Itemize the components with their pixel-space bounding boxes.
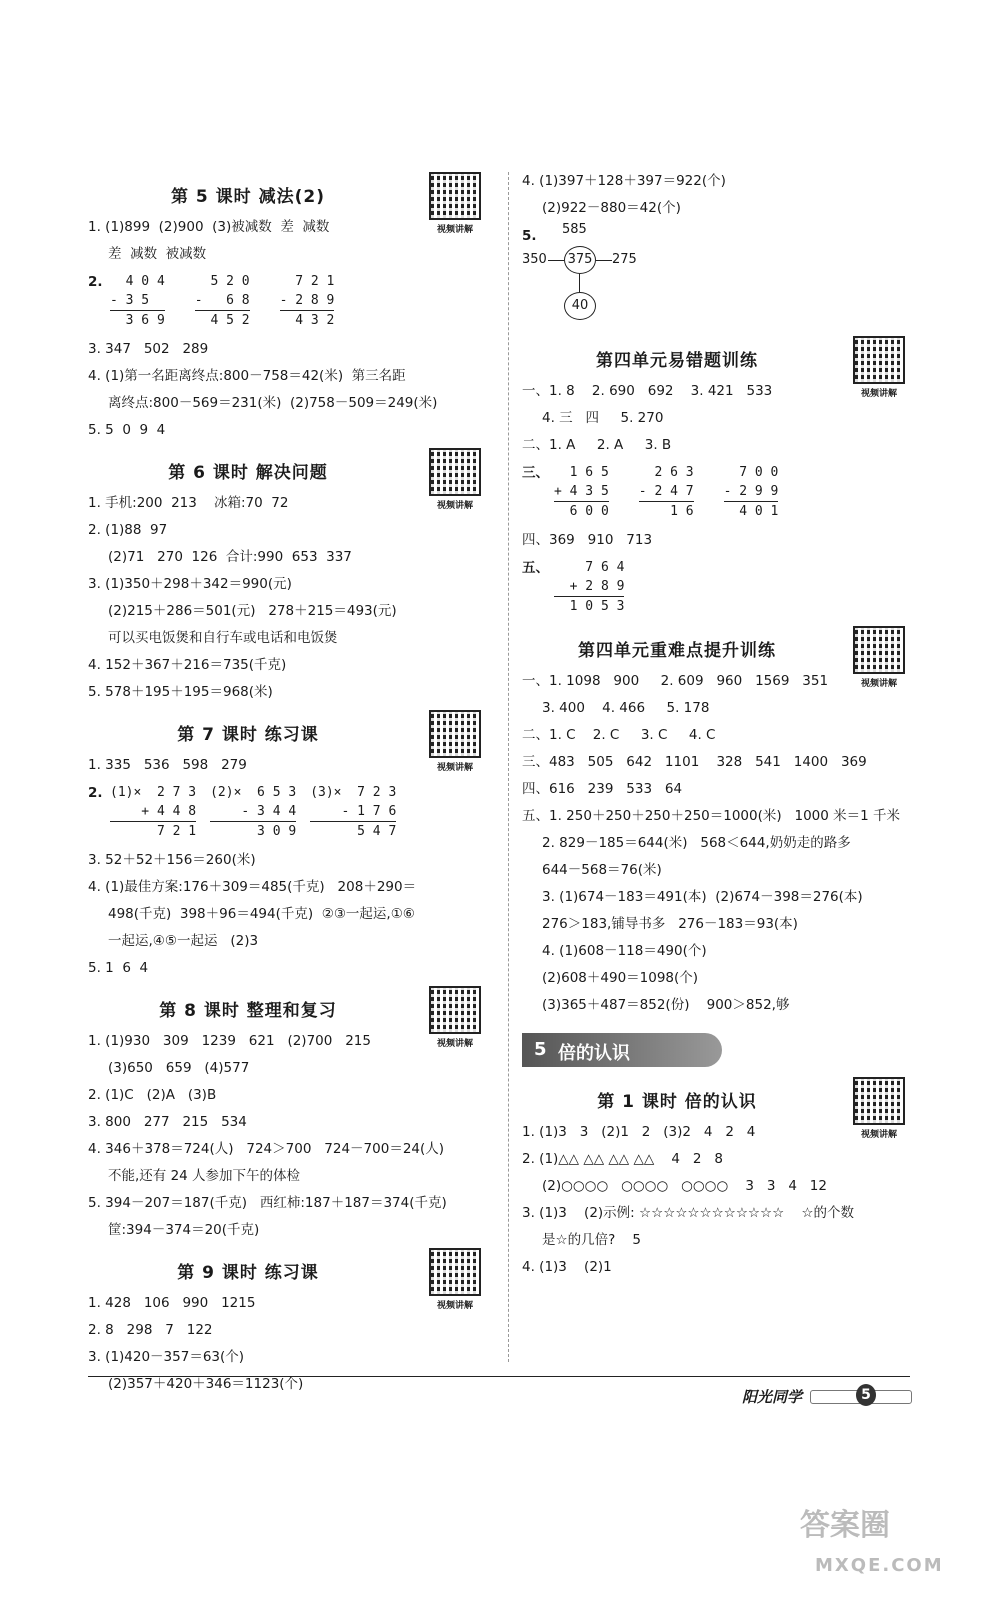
qr-code-icon: [429, 1248, 481, 1296]
answer-line: 3. (1)674－183＝491(本) (2)674－398＝276(本): [542, 889, 863, 905]
answer-line: 4. (1)3 (2)1: [522, 1259, 612, 1275]
answer-line: 644－568＝76(米): [542, 862, 662, 878]
answer-line: 1. (1)930 309 1239 621 (2)700 215: [88, 1033, 371, 1049]
footer-rule: [88, 1376, 910, 1377]
answer-line: 2. 8 298 7 122: [88, 1322, 213, 1338]
qr-code-icon: [853, 336, 905, 384]
section-title: 第 9 课时 练习课: [177, 1263, 319, 1283]
qr-code-video[interactable]: 视频讲解: [426, 710, 484, 773]
qr-code-icon: [429, 710, 481, 758]
answer-line: 1. 335 536 598 279: [88, 757, 247, 773]
diagram-number: 275: [612, 252, 637, 267]
diagram-number: 585: [562, 222, 587, 237]
answer-line: (2)357＋420＋346＝1123(个): [108, 1376, 304, 1392]
answer-line: 2. (1)88 97: [88, 522, 168, 538]
section-title: 第四单元重难点提升训练: [578, 641, 776, 661]
vertical-arithmetic: 7 6 4 + 2 8 9 1 0 5 3: [554, 560, 625, 614]
number-diagram: 5. 585 350 375 275 40: [522, 222, 922, 332]
answer-line: 一、1. 1098 900 2. 609 960 1569 351: [522, 673, 829, 689]
vertical-arithmetic: (1)× 2 7 3 + 4 4 8 7 2 1: [110, 785, 197, 839]
answer-line: 5. 1 6 4: [88, 960, 149, 976]
answer-line: 不能,还有 24 人参加下午的体检: [108, 1168, 301, 1184]
answer-line: (2)215＋286＝501(元) 278＋215＝493(元): [108, 603, 397, 619]
column-divider: [508, 172, 509, 1362]
answer-line: 498(千克) 398＋96＝494(千克) ②③一起运,①⑥: [108, 906, 415, 922]
answer-line: 是☆的几倍? 5: [542, 1232, 642, 1248]
answer-line: 2. (1)△△ △△ △△ △△ 4 2 8: [522, 1151, 723, 1167]
answer-line: 差 减数 被减数: [108, 246, 207, 262]
answer-line: 2. 829－185＝644(米) 568＜644,奶奶走的路多: [542, 835, 851, 851]
vertical-arithmetic: (2)× 6 5 3 - 3 4 4 3 0 9: [210, 785, 297, 839]
connector-line: [548, 260, 564, 261]
qr-code-video[interactable]: 视频讲解: [426, 172, 484, 235]
section-title: 第 1 课时 倍的认识: [597, 1092, 757, 1112]
answer-line: 4. (1)397＋128＋397＝922(个): [522, 173, 726, 189]
answer-line: 3. 347 502 289: [88, 341, 209, 357]
answer-line: 二、1. C 2. C 3. C 4. C: [522, 727, 716, 743]
section-title: 第四单元易错题训练: [596, 351, 758, 371]
answer-line: 二、1. A 2. A 3. B: [522, 437, 672, 453]
unit-number: 5: [534, 1039, 547, 1060]
qr-code-icon: [429, 986, 481, 1034]
brand-logo: 阳光同学: [742, 1388, 803, 1406]
answer-line: (2)○○○○ ○○○○ ○○○○ 3 3 4 12: [542, 1178, 827, 1194]
page-number: 5: [856, 1384, 876, 1406]
section-title: 第 5 课时 减法(2): [171, 187, 325, 207]
answer-line: 3. (1)3 (2)示例: ☆☆☆☆☆☆☆☆☆☆☆☆ ☆的个数: [522, 1205, 855, 1221]
answer-line: 5. 394－207＝187(千克) 西红柿:187＋187＝374(千克): [88, 1195, 447, 1211]
answer-line: 1. (1)3 3 (2)1 2 (3)2 4 2 4: [522, 1124, 756, 1140]
vertical-arithmetic: 7 0 0 - 2 9 9 4 0 1: [723, 465, 779, 519]
answer-line: 1. (1)899 (2)900 (3)被减数 差 减数: [88, 219, 330, 235]
answer-line: 四、616 239 533 64: [522, 781, 683, 797]
qr-code-icon: [853, 1077, 905, 1125]
answer-line: 4. (1)最佳方案:176＋309＝485(千克) 208＋290＝: [88, 879, 417, 895]
qr-code-icon: [429, 448, 481, 496]
answer-line: 4. 152＋367＋216＝735(千克): [88, 657, 287, 673]
answer-line: 3. 800 277 215 534: [88, 1114, 247, 1130]
answer-line: 3. 52＋52＋156＝260(米): [88, 852, 256, 868]
answer-line: 3. (1)350＋298＋342＝990(元): [88, 576, 292, 592]
answer-line: (2)922－880＝42(个): [542, 200, 681, 216]
arithmetic-row: 2. 4 0 4 - 3 5 3 6 9 5 2 0 - 6 8 4 5 2 7 2 1 - 2 8 9 4 3 2: [88, 274, 335, 328]
answer-line: 五、1. 250＋250＋250＋250＝1000(米) 1000 米＝1 千米: [522, 808, 901, 824]
qr-code-video[interactable]: 视频讲解: [426, 1248, 484, 1311]
unit-name: 倍的认识: [558, 1043, 630, 1064]
qr-code-video[interactable]: 视频讲解: [426, 448, 484, 511]
answer-line: 2. (1)C (2)A (3)B: [88, 1087, 217, 1103]
section-title: 第 7 课时 练习课: [177, 725, 319, 745]
watermark-site: MXQE.COM: [815, 1555, 944, 1576]
answer-line: 一起运,④⑤一起运 (2)3: [108, 933, 259, 949]
answer-line: 4. (1)608－118＝490(个): [542, 943, 707, 959]
answer-line: 3. 400 4. 466 5. 178: [542, 700, 710, 716]
circled-number: 40: [564, 292, 596, 320]
answer-line: 离终点:800－569＝231(米) (2)758－509＝249(米): [108, 395, 438, 411]
watermark: 答案圈: [800, 1508, 890, 1543]
vertical-arithmetic: 4 0 4 - 3 5 3 6 9: [110, 274, 165, 328]
qr-code-video[interactable]: 视频讲解: [850, 336, 908, 399]
answer-line: 4. 三 四 5. 270: [542, 410, 664, 426]
answer-line: 4. 346＋378＝724(人) 724＞700 724－700＝24(人): [88, 1141, 445, 1157]
section-title: 第 8 课时 整理和复习: [159, 1001, 337, 1021]
answer-line: 5. 578＋195＋195＝968(米): [88, 684, 273, 700]
qr-code-video[interactable]: 视频讲解: [850, 626, 908, 689]
answer-line: 3. (1)420－357＝63(个): [88, 1349, 245, 1365]
answer-line: (2)608＋490＝1098(个): [542, 970, 699, 986]
answer-line: (3)650 659 (4)577: [108, 1060, 250, 1076]
arithmetic-row: 五、 7 6 4 + 2 8 9 1 0 5 3: [522, 560, 625, 614]
answer-line: (3)365＋487＝852(份) 900＞852,够: [542, 997, 790, 1013]
answer-line: (2)71 270 126 合计:990 653 337: [108, 549, 352, 565]
vertical-arithmetic: 5 2 0 - 6 8 4 5 2: [194, 274, 250, 328]
qr-code-icon: [429, 172, 481, 220]
vertical-arithmetic: 2 6 3 - 2 4 7 1 6: [638, 465, 694, 519]
answer-line: 4. (1)第一名距离终点:800－758＝42(米) 第三名距: [88, 368, 406, 384]
diagram-number: 350: [522, 252, 547, 267]
qr-code-video[interactable]: 视频讲解: [426, 986, 484, 1049]
connector-line: [579, 274, 580, 292]
qr-code-icon: [853, 626, 905, 674]
answer-line: 四、369 910 713: [522, 532, 653, 548]
vertical-arithmetic: 7 2 1 - 2 8 9 4 3 2: [279, 274, 335, 328]
vertical-arithmetic: (3)× 7 2 3 - 1 7 6 5 4 7: [310, 785, 397, 839]
answer-line: 276＞183,铺导书多 276－183＝93(本): [542, 916, 798, 932]
section-title: 第 6 课时 解决问题: [168, 463, 328, 483]
answer-line: 可以买电饭煲和自行车或电话和电饭煲: [108, 630, 338, 646]
left-column: [88, 168, 498, 1398]
unit-banner: [522, 1029, 922, 1069]
circled-number: 375: [564, 246, 596, 274]
answer-line: 5. 5 0 9 4: [88, 422, 166, 438]
answer-line: 三、483 505 642 1101 328 541 1400 369: [522, 754, 867, 770]
answer-line: 一、1. 8 2. 690 692 3. 421 533: [522, 383, 773, 399]
arithmetic-row: 2. (1)× 2 7 3 + 4 4 8 7 2 1 (2)× 6 5 3 - 3 4 4 3 0 9 (3)× 7 2 3 - 1 7 6 5 4 7: [88, 785, 397, 839]
qr-code-video[interactable]: 视频讲解: [850, 1077, 908, 1140]
connector-line: [596, 260, 612, 261]
answer-line: 1. 428 106 990 1215: [88, 1295, 256, 1311]
answer-line: 筐:394－374＝20(千克): [108, 1222, 260, 1238]
vertical-arithmetic: 1 6 5 + 4 3 5 6 0 0: [554, 465, 609, 519]
right-column: [522, 168, 922, 1281]
answer-line: 1. 手机:200 213 冰箱:70 72: [88, 495, 289, 511]
arithmetic-row: 三、 1 6 5 + 4 3 5 6 0 0 2 6 3 - 2 4 7 1 6 7 0 0 - 2 9 9 4 0 1: [522, 465, 779, 519]
